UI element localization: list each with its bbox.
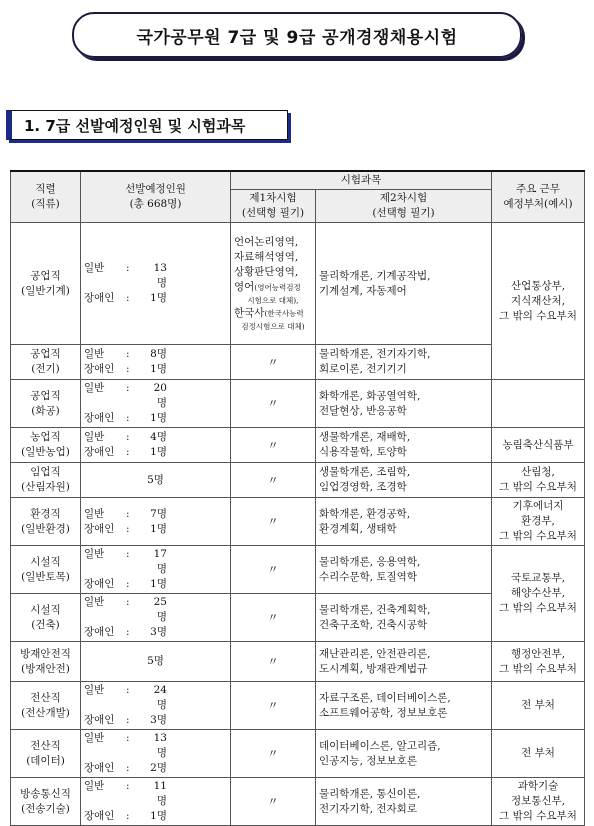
dept-cell: 국토교통부, 해양수산부, 그 밖의 수요부처 — [492, 546, 585, 642]
first-exam-cell: 〃 — [231, 345, 316, 380]
quota-cell: 5명 — [81, 463, 231, 498]
dept-cell — [492, 380, 585, 428]
dept-cell: 전 부처 — [492, 730, 585, 778]
table-row — [11, 428, 585, 463]
section-heading: 1. 7급 선발예정인원 및 시험과목 — [6, 110, 288, 140]
first-exam-cell: 〃 — [231, 380, 316, 428]
job-cell: 공업직 (화공) — [11, 380, 81, 428]
table-row — [11, 546, 585, 594]
second-exam-cell: 물리학개론, 기계공작법, 기계설계, 자동제어 — [316, 223, 492, 345]
job-cell: 전산직 (데이터) — [11, 730, 81, 778]
second-exam-cell: 화학개론, 환경공학, 환경계획, 생태학 — [316, 498, 492, 546]
second-exam-cell: 화학개론, 화공열역학, 전달현상, 반응공학 — [316, 380, 492, 428]
second-exam-cell: 재난관리론, 안전관리론, 도시계획, 방재관계법규 — [316, 642, 492, 682]
first-exam-cell: 언어논리영역, 자료해석영역, 상황판단영역, 영어(영어능력검정 시험으로 대체), 한국사(한국사능력 검정시험으로 대체) — [231, 223, 316, 345]
job-cell: 시설직 (일반토목) — [11, 546, 81, 594]
table-row — [11, 778, 585, 826]
header-dept: 주요 근무 예정부처(예시) — [492, 171, 585, 223]
table-row — [11, 463, 585, 498]
table-row — [11, 682, 585, 730]
job-cell: 공업직 (일반기계) — [11, 223, 81, 345]
quota-cell: 일반 : 17명 장애인 : 1명 — [81, 546, 231, 594]
header-first-exam: 제1차시험 (선택형 필기) — [231, 190, 316, 223]
second-exam-cell: 물리학개론, 건축계획학, 건축구조학, 건축시공학 — [316, 594, 492, 642]
second-exam-cell: 물리학개론, 통신이론, 전기자기학, 전자회로 — [316, 778, 492, 826]
job-cell: 전산직 (전산개발) — [11, 682, 81, 730]
quota-cell: 일반 : 20명 장애인 : 1명 — [81, 380, 231, 428]
dept-cell: 기후에너지 환경부, 그 밖의 수요부처 — [492, 498, 585, 546]
first-exam-cell: 〃 — [231, 463, 316, 498]
job-cell: 방재안전직 (방재안전) — [11, 642, 81, 682]
quota-cell: 일반 : 13명 장애인 : 2명 — [81, 730, 231, 778]
dept-cell: 산림청, 그 밖의 수요부처 — [492, 463, 585, 498]
header-job: 직렬 (직류) — [11, 171, 81, 223]
job-cell: 임업직 (산림자원) — [11, 463, 81, 498]
quota-cell: 일반 : 13명 장애인 : 1명 — [81, 223, 231, 345]
quota-cell: 일반 : 7명 장애인 : 1명 — [81, 498, 231, 546]
quota-cell: 일반 : 24명 장애인 : 3명 — [81, 682, 231, 730]
first-exam-cell: 〃 — [231, 498, 316, 546]
dept-cell: 산업통상부, 지식재산처, 그 밖의 수요부처 — [492, 223, 585, 380]
table-body — [11, 223, 585, 826]
second-exam-cell: 자료구조론, 데이터베이스론, 소프트웨어공학, 정보보호론 — [316, 682, 492, 730]
job-cell: 농업직 (일반농업) — [11, 428, 81, 463]
second-exam-cell: 데이터베이스론, 알고리즘, 인공지능, 정보보호론 — [316, 730, 492, 778]
quota-cell: 일반 : 25명 장애인 : 3명 — [81, 594, 231, 642]
job-cell: 환경직 (일반환경) — [11, 498, 81, 546]
first-exam-cell: 〃 — [231, 428, 316, 463]
first-exam-cell: 〃 — [231, 778, 316, 826]
first-exam-cell: 〃 — [231, 682, 316, 730]
second-exam-cell: 물리학개론, 전기자기학, 회로이론, 전기기기 — [316, 345, 492, 380]
header-quota: 선발예정인원 (총 668명) — [81, 171, 231, 223]
table-row — [11, 498, 585, 546]
job-cell: 방송통신직 (전송기술) — [11, 778, 81, 826]
first-exam-cell: 〃 — [231, 546, 316, 594]
page-title: 국가공무원 7급 및 9급 공개경쟁채용시험 — [72, 12, 522, 58]
dept-cell: 농림축산식품부 — [492, 428, 585, 463]
exam-table — [10, 170, 585, 826]
table-row — [11, 642, 585, 682]
header-subjects: 시험과목 — [231, 171, 492, 190]
first-exam-cell: 〃 — [231, 594, 316, 642]
quota-cell: 5명 — [81, 642, 231, 682]
quota-cell: 일반 : 4명 장애인 : 1명 — [81, 428, 231, 463]
first-exam-cell: 〃 — [231, 730, 316, 778]
quota-cell: 일반 : 8명 장애인 : 1명 — [81, 345, 231, 380]
second-exam-cell: 생물학개론, 재배학, 식용작물학, 토양학 — [316, 428, 492, 463]
dept-cell: 전 부처 — [492, 682, 585, 730]
job-cell: 공업직 (전기) — [11, 345, 81, 380]
table-row — [11, 380, 585, 428]
second-exam-cell: 생물학개론, 조림학, 임업경영학, 조경학 — [316, 463, 492, 498]
table-row — [11, 730, 585, 778]
second-exam-cell: 물리학개론, 응용역학, 수리수문학, 토질역학 — [316, 546, 492, 594]
header-second-exam: 제2차시험 (선택형 필기) — [316, 190, 492, 223]
job-cell: 시설직 (건축) — [11, 594, 81, 642]
table-row — [11, 223, 585, 345]
quota-cell: 일반 : 11명 장애인 : 1명 — [81, 778, 231, 826]
first-exam-cell: 〃 — [231, 642, 316, 682]
dept-cell: 과학기술 정보통신부, 그 밖의 수요부처 — [492, 778, 585, 826]
dept-cell: 행정안전부, 그 밖의 수요부처 — [492, 642, 585, 682]
